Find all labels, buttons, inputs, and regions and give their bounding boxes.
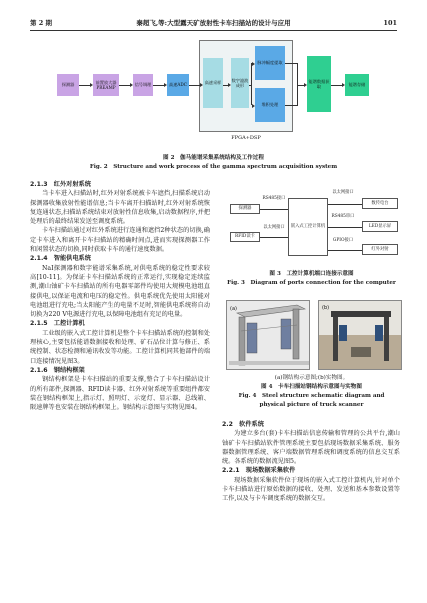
fig2-caption-cn: 图 2 伽马能谱采集系统结构及工作过程 <box>163 155 264 161</box>
truck-scanner-photo-drawing <box>319 301 402 370</box>
header-rule <box>30 30 397 31</box>
fig4-label-b: (b) <box>322 305 330 311</box>
port-infrared: 红外对射 <box>362 244 398 255</box>
connector-line <box>260 209 288 210</box>
right-column <box>222 420 400 504</box>
block-peak-extract: 脉冲幅度提取 <box>255 46 285 80</box>
arrow-line <box>285 105 297 106</box>
block-adc: 高速ADC <box>167 74 189 96</box>
label-rs485: RS485接口 <box>262 196 286 201</box>
port-probe: 探测器 <box>230 204 260 214</box>
figure-2-diagram <box>55 38 373 148</box>
fig4-caption-cn: 图 4 卡车扫描站钢结构示意图与实物图 <box>261 384 362 390</box>
paragraph: 工业级的嵌入式工控计算机是整个卡车扫描站系统的控制和处理核心,主要包括能谱数据接收和处理、矿石品位计算与修正、系统控制、状态检测和通讯收发等功能。工控计算机同其他部件的端口连接情况见图3。 <box>30 329 210 365</box>
fig2-caption-en: Fig. 2 Structure and work process of the gamma spectrum acquisition system <box>89 164 338 170</box>
arrow-head <box>228 83 231 87</box>
figure-4-images <box>226 300 402 370</box>
arrow-head <box>164 83 167 87</box>
arrow-head <box>252 62 255 66</box>
running-title: 秦超飞,等:大型露天矿放射性卡车扫描站的设计与应用 <box>136 19 291 27</box>
arrow-head <box>200 83 203 87</box>
running-header <box>30 18 397 30</box>
connector-line <box>260 237 288 238</box>
port-radio: 数传电台 <box>362 198 398 209</box>
block-digital-filter: 数字滤波成形 <box>231 58 249 108</box>
section-2-2-1-title: 2.2.1 现场数据采集软件 <box>222 467 296 475</box>
paragraph: 现场数据采集软件位于现场的嵌入式工控计算机内,针对单个卡车扫描站进行原始数据的接收、处理、发送和基本参数设置等工作,以及与卡车调度系统的数据交互。 <box>222 476 400 503</box>
arrow-line <box>285 63 297 64</box>
port-rfid: RFID读卡 <box>230 232 260 242</box>
label-ethernet: 以太网接口 <box>332 190 354 195</box>
arrow-head <box>342 83 345 87</box>
arrow-head <box>304 83 307 87</box>
section-2-1-4-title: 2.1.4 智能供电系统 <box>30 255 91 263</box>
connector-line <box>328 250 362 251</box>
figure-3-diagram <box>224 188 402 268</box>
truck-scanner-photo <box>318 300 402 370</box>
page-number: 101 <box>383 19 397 27</box>
paragraph: 为建立多台(套)卡车扫描站信息传输和管理的公共平台,潮山铀矿卡车扫描站软件管理系统主要包括现场数据采集系统、服务器数据管理系统、客户端数据管理系统和调度系统的信息交互系统。各系统的数据流见图5。 <box>222 430 400 466</box>
fig4-sub-caption: (a)钢结构示意图;(b)实物图。 <box>274 375 349 381</box>
fig4-caption-en-2: physical picture of truck scanner <box>259 402 364 408</box>
section-2-1-3-title: 2.1.3 红外对射系统 <box>30 181 91 188</box>
connector-line <box>328 227 362 228</box>
port-led-screen: LED显示屏 <box>362 221 398 232</box>
fig3-caption-en: Fig. 3 Diagram of ports connection for the computer <box>227 280 396 286</box>
label-ethernet: 以太网接口 <box>263 225 285 230</box>
section-2-2-title: 2.2 软件系统 <box>222 421 264 428</box>
block-detector: 探测器 <box>57 74 79 96</box>
arrow-head <box>130 83 133 87</box>
embedded-computer: 嵌入式工控计算机 <box>288 198 328 256</box>
block-pileup: 堆积处理 <box>255 88 285 122</box>
connector-line <box>328 204 362 205</box>
paragraph: NaI探测器和数字能谱采集系统,对供电系统的稳定性要求较高[10-11]。为保证卡车扫描站系统的正常运行,实现稳定连续监测,潮山铀矿卡车扫描站的所有电器零部件均使用大规模电池组直接供电,以保证电流和电压的稳定性。供电系统优先使用太阳能对电池组进行充电;当太阳能产生的电量不足时,智能供电系统将自动切换为220 V电源进行充电,以保障电池组有充足的电量。 <box>30 264 210 319</box>
paragraph: 当卡车进入扫描站时,红外对射系统被卡车遮挡,扫描系统启动探测器收集放射性能谱信息;当卡车离开扫描站时,红外对射系统恢复连通状态,扫描站系统结束对放射性信息收集,启动数据程序,并把处理后的最终结果发送至调度系统。 <box>30 190 210 226</box>
arrow-head <box>90 83 93 87</box>
fpga-label: FPGA+DSP <box>231 135 261 142</box>
left-column <box>30 180 210 412</box>
block-conditioning: 信号调理 <box>133 74 153 96</box>
label-gpio: GPIO接口 <box>332 238 354 243</box>
section-2-1-6-title: 2.1.6 钢结构框架 <box>30 366 85 374</box>
block-spectrum: 能谱数据获取 <box>307 56 331 112</box>
block-storage: 能谱存储 <box>345 74 369 96</box>
steel-structure-schematic <box>226 300 310 370</box>
block-preamp: 前置放大器PREAMP <box>93 74 119 96</box>
issue-number: 第 2 期 <box>30 19 53 27</box>
fig3-caption-cn: 图 3 工控计算机端口连接示意图 <box>269 271 354 277</box>
fig4-caption-en-1: Fig. 4 Steel structure schematic diagram and <box>238 393 385 399</box>
block-hs-sampling: 高速采样 <box>203 58 223 108</box>
paragraph: 钢结构框架是卡车扫描站的重要支撑,整合了卡车扫描站设计的所有部件,探测器、RFID读卡器、红外对射系统等重要组件都安装在钢结构框架上,指示灯、照明灯、示宽灯、显示器、总线箱、限速牌等也安装在钢结构框架上。钢结构示意图与实物见图4。 <box>30 376 210 412</box>
steel-structure-drawing <box>227 301 310 370</box>
fig4-label-a: (a) <box>230 306 237 312</box>
section-2-1-5-title: 2.1.5 工控计算机 <box>30 320 85 328</box>
arrow-head <box>252 104 255 108</box>
arrow-line <box>251 63 252 105</box>
paragraph: 卡车扫描站通过对红外系统进行连通和遮挡2种状态的切换,确定卡车进入和离开卡车扫描站的精确时间点,进而实现探测器工作和闲置状态的切换,同时获取卡车的通行速度数据。 <box>30 227 210 254</box>
label-rs485-serial: RS485串口 <box>331 214 355 219</box>
